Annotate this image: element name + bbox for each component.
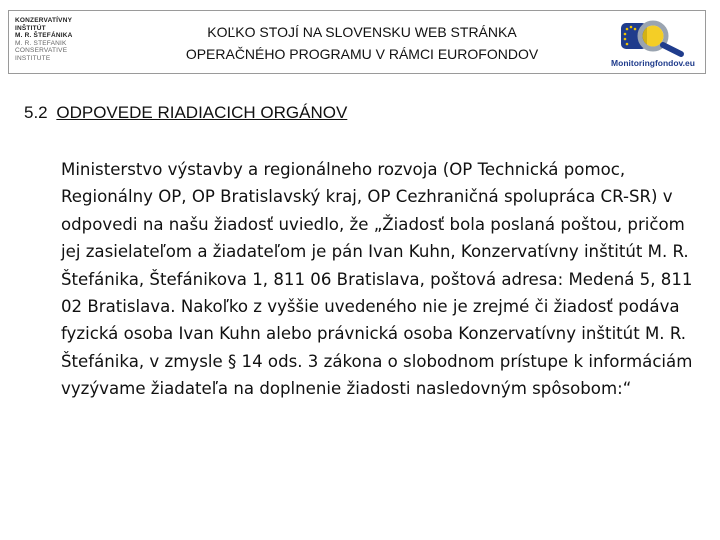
monitoringfondov-logo [607, 17, 699, 69]
logo-left-line: M. R. ŠTEFÁNIKA [15, 32, 73, 40]
section-heading: ODPOVEDE RIADIACICH ORGÁNOV [56, 103, 348, 122]
body-paragraph: Ministerstvo výstavby a regionálneho rozvoja (OP Technická pomoc, Regionálny OP, OP Bratislavský kraj, OP Cezhraničná spolupráca CR-SR) v odpovedi na našu žiadosť uviedlo, že „Žiadosť bola poslaná poštou, pričom jej zasielateľom a žiadateľom je pán Ivan Kuhn, Konzervatívny inštitút M. R. Štefánika, Štefánikova 1, 811 06 Bratislava, poštová adresa: Medená 5, 811 02 Bratislava. Nakoľko z vyššie uvedeného nie je zrejmé či žiadosť podáva fyzická osoba Ivan Kuhn alebo právnická osoba Konzervatívny inštitút M. R. Štefánika, v zmysle § 14 ods. 3 zákona o slobodnom prístupe k informáciám vyzývame žiadateľa na doplnenie žiadosti nasledovným spôsobom:“ [61, 160, 693, 399]
logo-left-line: INŠTITÚT [15, 24, 46, 32]
header-title-line2: OPERAČNÉHO PROGRAMU V RÁMCI EUROFONDOV [185, 46, 539, 62]
section-title [24, 103, 347, 123]
section-number: 5.2 [24, 103, 48, 122]
logo-left-line: M. R. STEFANIK [15, 39, 67, 47]
magnifier-eu-icon [607, 17, 699, 59]
logo-left-line: CONSERVATIVE [15, 47, 68, 55]
slide-header [8, 10, 706, 74]
logo-left-line: INSTITUTE [15, 54, 51, 62]
logo-left-line: KONZERVATÍVNY [15, 17, 73, 24]
header-title-line1: KOĽKO STOJÍ NA SLOVENSKU WEB STRÁNKA [207, 24, 517, 40]
header-title [129, 21, 595, 65]
konzervativny-institut-logo [15, 17, 89, 73]
logo-right-text: Monitoringfondov.eu [611, 58, 695, 68]
